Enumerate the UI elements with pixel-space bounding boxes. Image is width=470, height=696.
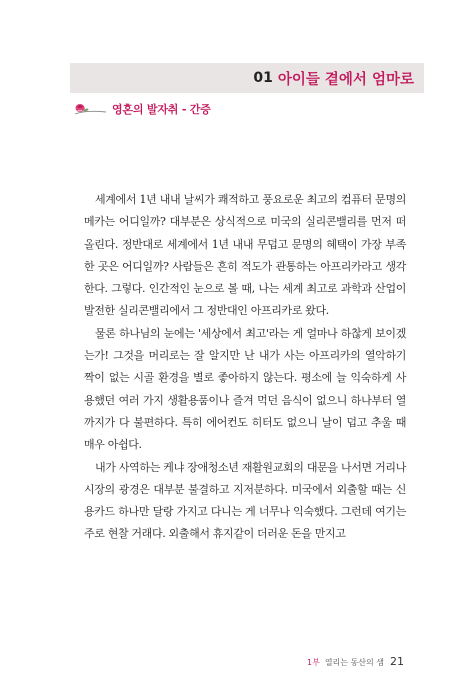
section-heading: [72, 100, 211, 118]
rose-icon: [72, 100, 108, 118]
footer-part-label: 1부: [306, 658, 320, 667]
chapter-title: 아이들 곁에서 엄마로: [277, 71, 414, 88]
chapter-number: 01: [253, 70, 273, 86]
section-title: 영혼의 발자취 - 간증: [112, 103, 211, 116]
paragraph-1: 세계에서 1년 내내 날씨가 쾌적하고 풍요로운 최고의 컴퓨터 문명의 메카는 어디일까? 대부분은 상식적으로 미국의 실리콘밸리를 먼저 떠올린다. 정반대로 세계에서 1년 내내 무덥고 문명의 혜택이 가장 부족한 곳은 어디일까? 사람들은 흔히 적도가 관통하는 아프리카라고 생각한다. 그렇다. 인간적인 눈으로 볼 때, 나는 세계 최고로 과학과 산업이 발전한 실리콘밸리에서 그 정반대인 아프리카로 왔다.: [84, 193, 406, 318]
paragraph-2: 물론 하나님의 눈에는 '세상에서 최고'라는 게 얼마나 하찮게 보이겠는가! 그것을 머리로는 잘 알지만 난 내가 사는 아프리카의 열악하기 짝이 없는 시골 환경을 별로 좋아하지 않는다. 평소에 늘 익숙하게 사용했던 여러 가지 생활용품이나 즐겨 먹던 음식이 없으니 하나부터 열까지가 다 불편하다. 특히 에어컨도 히터도 없으니 날이 덥고 추울 때 매우 아쉽다.: [84, 326, 406, 452]
body-text: [84, 189, 406, 546]
chapter-header-bar: [70, 63, 424, 93]
page-footer: [307, 655, 404, 668]
paragraph-3: 내가 사역하는 케냐 장애청소년 재활원교회의 대문을 나서면 거리나 시장의 광경은 대부분 불결하고 지저분하다. 미국에서 외출할 때는 신용카드 하나만 달랑 가지고 다니는 게 너무나 익숙했다. 그런데 여기는 주로 현찰 거래다. 외출해서 휴지같이 더러운 돈을 만지고: [84, 460, 406, 541]
page-number: 21: [390, 655, 404, 668]
footer-book-title: 열리는 동산의 샘: [324, 658, 384, 667]
